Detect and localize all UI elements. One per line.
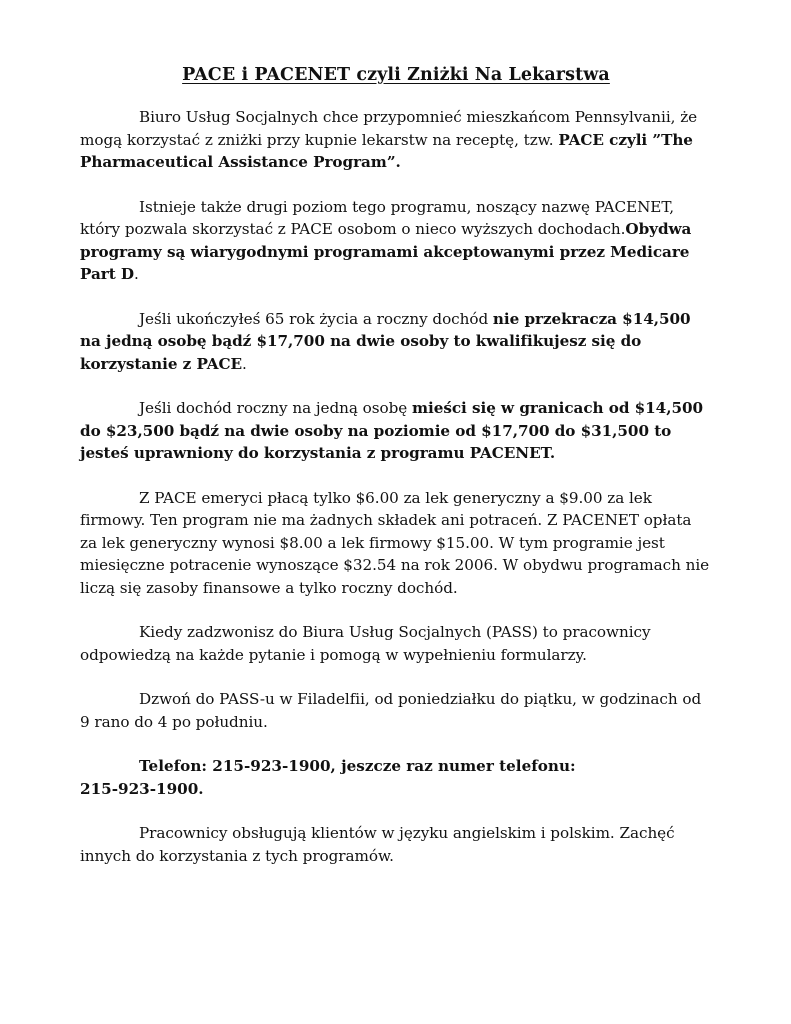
paragraph-pacenet-text: Istnieje także drugi poziom tego programu, noszący nazwę PACENET, który pozwala skorzystać z PACE osobom o nieco wyższych dochodach.: [80, 197, 674, 238]
paragraph-costs-text: Z PACE emeryci płacą tylko $6.00 za lek generyczny a $9.00 za lek firmowy. Ten program nie ma żadnych składek ani potraceń. Z PACENET opłata za lek generyczny wynosi $8.00 a lek firmowy $15.00. W tym programie jest miesięczne potracenie wynoszące $32.54 na rok 2006. W obydwu programach nie liczą się zasoby finansowe a tylko roczny dochód.: [80, 488, 710, 597]
paragraph-pacenet-end: .: [134, 265, 139, 283]
paragraph-pace-eligibility: [80, 308, 712, 376]
paragraph-costs: [80, 487, 712, 600]
paragraph-pacenet-eligibility-text: Jeśli dochód roczny na jedną osobę: [139, 399, 412, 417]
paragraph-hours: [80, 688, 712, 733]
paragraph-pacenet-bold: Obydwa programy są wiarygodnymi programami akceptowanymi przez Medicare Part D: [80, 220, 692, 283]
phone-line-1: Telefon: 215-923-1900, jeszcze raz numer telefonu:: [139, 757, 576, 775]
paragraph-intro: [80, 106, 712, 174]
paragraph-pace-eligibility-text: Jeśli ukończyłeś 65 rok życia a roczny dochód: [139, 309, 493, 328]
paragraph-intro-text: Biuro Usług Socjalnych chce przypomnieć mieszkańcom Pennsylvanii, że mogą korzystać z zniżki przy kupnie lekarstw na receptę, tzw.: [80, 108, 698, 149]
paragraph-pass-office: [80, 621, 712, 666]
paragraph-pacenet: [80, 196, 712, 286]
paragraph-pacenet-eligibility: [80, 397, 712, 465]
paragraph-hours-text: Dzwoń do PASS-u w Filadelfii, od poniedziałku do piątku, w godzinach od 9 rano do 4 po południu.: [80, 690, 702, 731]
phone-line-2: 215-923-1900.: [80, 779, 204, 798]
paragraph-pacenet-eligibility-bold: mieści się w granicach od $14,500 do $23,500 bądź na dwie osoby na poziomie od $17,700 do $31,500 to jesteś uprawniony do korzystania z programu PACENET.: [80, 399, 703, 462]
paragraph-pass-office-text: Kiedy zadzwonisz do Biura Usług Socjalnych (PASS) to pracownicy odpowiedzą na każde pytanie i pomogą w wypełnieniu formularzy.: [80, 623, 651, 664]
paragraph-languages: [80, 822, 712, 867]
phone-block: [80, 755, 712, 800]
paragraph-pace-eligibility-end: .: [242, 354, 247, 373]
paragraph-pace-eligibility-bold: nie przekracza $14,500 na jedną osobę bądź $17,700 na dwie osoby to kwalifikujesz się do korzystanie z PACE: [80, 309, 691, 373]
document-page: [80, 62, 712, 889]
document-title: PACE i PACENET czyli Zniżki Na Lekarstwa: [182, 65, 610, 85]
paragraph-languages-text: Pracownicy obsługują klientów w języku angielskim i polskim. Zachęć innych do korzystania z tych programów.: [80, 824, 675, 865]
paragraph-intro-bold: PACE czyli ”The Pharmaceutical Assistance Program”.: [80, 130, 693, 171]
